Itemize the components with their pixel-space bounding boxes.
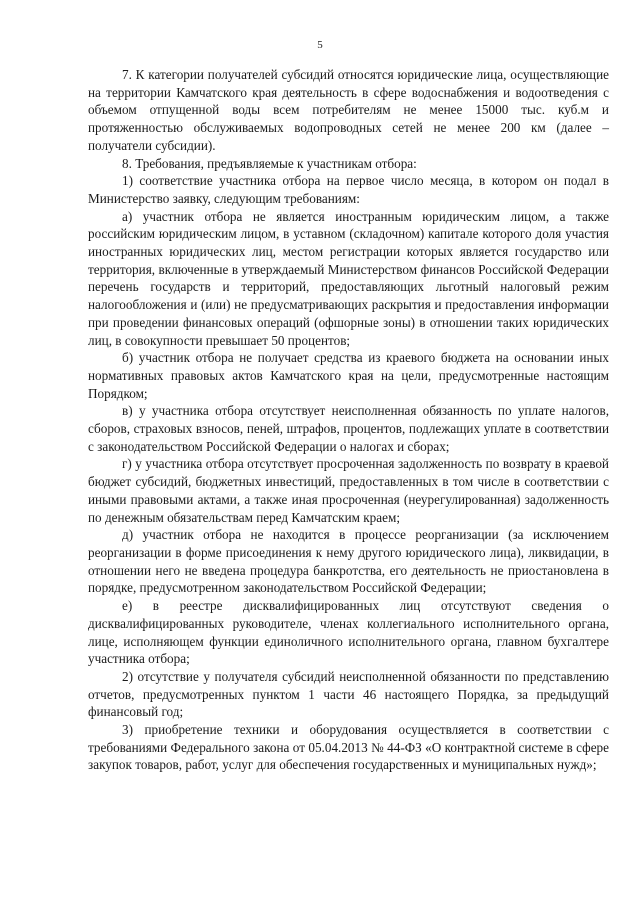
page-number: 5 (317, 39, 323, 51)
paragraph-requirement-g: г) у участника отбора отсутствует просроченная задолженность по возврату в краевой бюджет субсидий, бюджетных инвестиций, предоставленных в том числе в соответствии с иными правовыми актами, а также иная просроченная (неурегулированная) задолженность по денежным обязательствам перед Камчатским краем; (88, 456, 609, 525)
paragraph-requirement-2: 2) отсутствие у получателя субсидий неисполненной обязанности по представлению отчетов, предусмотренных пунктом 1 части 46 настоящего Порядка, за предыдущий финансовый год; (88, 668, 609, 720)
paragraph-requirement-d: д) участник отбора не находится в процессе реорганизации (за исключением реорганизации в форме присоединения к нему другого юридического лица), ликвидации, в отношении него не введена процедура банкротства, его деятельность не приостановлена в порядке, предусмотренном законодательством Российской Федерации; (88, 527, 609, 596)
paragraph-requirement-b: б) участник отбора не получает средства из краевого бюджета на основании иных нормативных правовых актов Камчатского края на цели, предусмотренные настоящим Порядком; (88, 350, 609, 401)
paragraph-requirement-e: е) в реестре дисквалифицированных лиц отсутствуют сведения о дисквалифицированных руководителе, членах коллегиального исполнительного органа, лице, исполняющем функции единоличного исполнительного органа, главном бухгалтере участника отбора; (88, 598, 609, 667)
paragraph-requirement-1: 1) соответствие участника отбора на первое число месяца, в котором он подал в Министерство заявку, следующим требованиям: (88, 173, 609, 206)
paragraph-7-recipient-category: 7. К категории получателей субсидий относятся юридические лица, осуществляющие на территории Камчатского края деятельность в сфере водоснабжения и водоотведения с объемом отпущенной воды всем потребителям не менее 15000 тыс. куб.м и протяженностью обслуживаемых водопроводных сетей не менее 200 км (далее – получатели субсидии). (88, 67, 609, 153)
paragraph-requirement-a: а) участник отбора не является иностранным юридическим лицом, а также российским юридическим лицом, в уставном (складочном) капитале которого доля участия иностранных юридических лиц, местом регистрации которых является государство или территория, включенные в утверждаемый Министерством финансов Российской Федерации перечень государств и территорий, предоставляющих льготный налоговый режим налогообложения и (или) не предусматривающих раскрытия и предоставления информации при проведении финансовых операций (офшорные зоны) в отношении таких юридических лиц, в совокупности превышает 50 процентов; (88, 208, 609, 348)
paragraph-8-requirements-heading: 8. Требования, предъявляемые к участникам отбора: (122, 155, 417, 171)
paragraph-requirement-3: 3) приобретение техники и оборудования осуществляется в соответствии с требованиями Федерального закона от 05.04.2013 № 44-ФЗ «О контрактной системе в сфере закупок товаров, работ, услуг для обеспечения государственных и муниципальных нужд»; (88, 722, 609, 773)
paragraph-requirement-v: в) у участника отбора отсутствует неисполненная обязанность по уплате налогов, сборов, страховых взносов, пеней, штрафов, процентов, подлежащих уплате в соответствии с законодательством Российской Федерации о налогах и сборах; (88, 403, 609, 454)
document-body (88, 66, 609, 774)
